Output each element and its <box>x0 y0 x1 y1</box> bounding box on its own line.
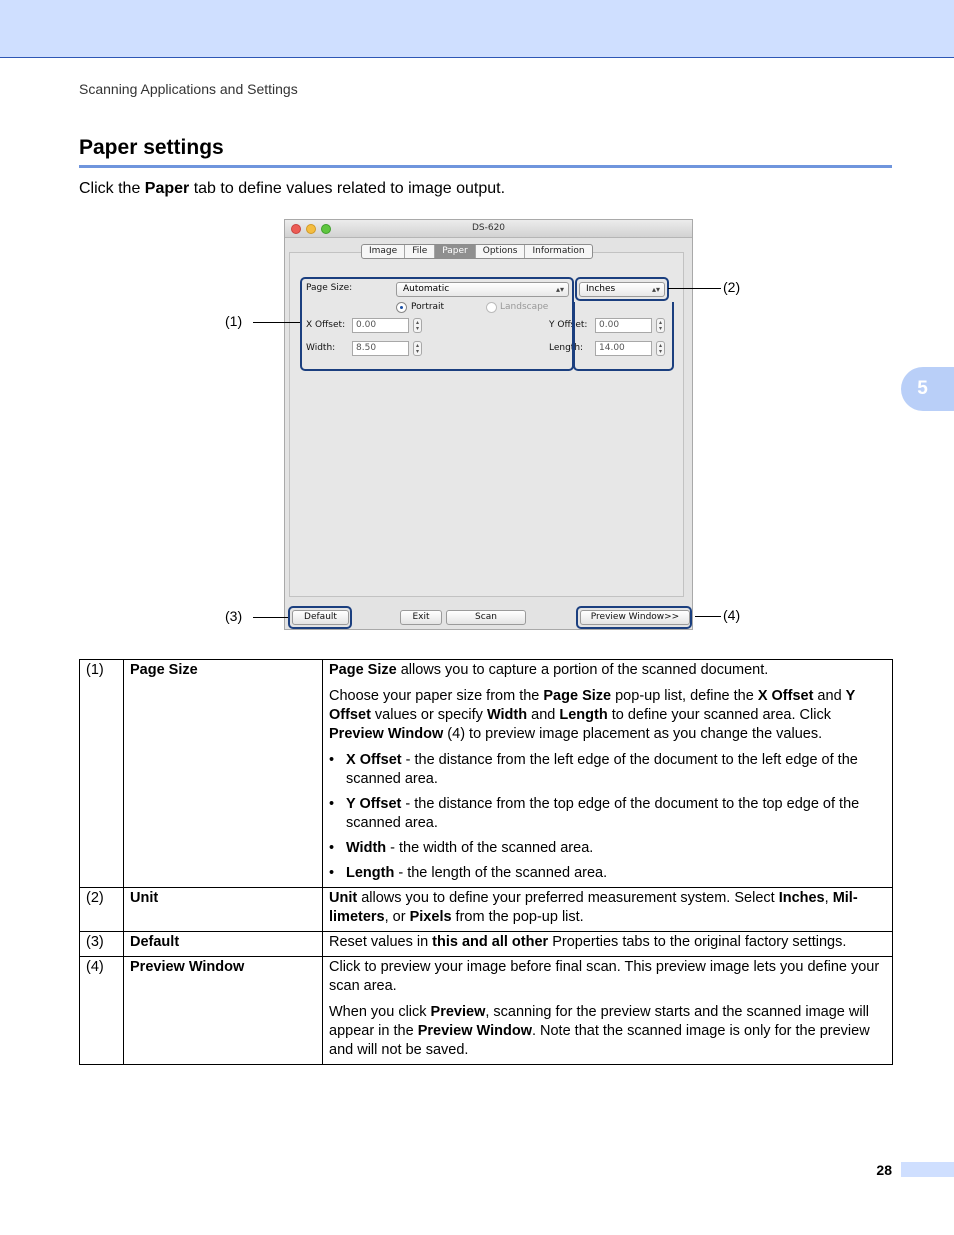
intro-paragraph: Click the Paper tab to define values related to image output. <box>79 180 506 197</box>
tab-paper[interactable]: Paper <box>435 245 476 258</box>
table-row <box>80 660 893 888</box>
callout-1: (1) <box>225 313 243 329</box>
landscape-label: Landscape <box>500 302 549 312</box>
scan-button[interactable]: Scan <box>446 610 526 625</box>
width-stepper[interactable]: ▴ ▾ <box>413 341 422 356</box>
exit-button[interactable]: Exit <box>400 610 442 625</box>
page-size-popup[interactable]: Automatic ▴▾ <box>396 282 569 297</box>
setting-name: Unit <box>124 888 323 932</box>
chapter-tab: 5 <box>901 367 954 411</box>
description-paragraph: Choose your paper size from the Page Size pop-up list, define the X Offset and Y Offset values or specify Width and Length to define your scanned area. Click Preview Window (4) to preview image placement as you change the values. <box>329 688 856 742</box>
setting-name: Default <box>124 932 323 957</box>
page-number: 28 <box>876 1162 892 1178</box>
table-row <box>80 932 893 957</box>
page-size-label: Page Size: <box>306 283 353 293</box>
scanner-dialog-screenshot <box>284 219 693 630</box>
x-offset-stepper[interactable]: ▴ ▾ <box>413 318 422 333</box>
setting-description <box>323 957 893 1065</box>
table-row <box>80 888 893 932</box>
setting-description: Unit allows you to define your preferred measurement system. Select Inches, Mil-limeters, or Pixels from the pop-up list. <box>323 888 893 932</box>
description-paragraph: When you click Preview, scanning for the preview starts and the scanned image will appear in the Preview Window. Note that the scanned image is only for the preview and will not be saved. <box>329 1004 870 1058</box>
running-header: Scanning Applications and Settings <box>79 81 298 97</box>
callout-3: (3) <box>225 608 243 624</box>
callout-3-leader <box>253 617 288 618</box>
description-paragraph: Click to preview your image before final scan. This preview image lets you define your scan area. <box>329 959 880 994</box>
width-label: Width: <box>306 343 336 353</box>
tab-image[interactable]: Image <box>362 245 405 258</box>
callout-4-leader <box>695 616 721 617</box>
y-offset-field[interactable]: 0.00 <box>595 318 652 333</box>
setting-description: Reset values in this and all other Properties tabs to the original factory settings. <box>323 932 893 957</box>
window-titlebar <box>285 220 692 238</box>
row-number: (2) <box>80 888 124 932</box>
list-item: • X Offset - the distance from the left edge of the document to the left edge of the scanned area. <box>329 751 886 789</box>
setting-name: Preview Window <box>124 957 323 1065</box>
default-highlight <box>288 606 352 629</box>
window-title: DS-620 <box>471 223 506 233</box>
list-item: • Length - the length of the scanned area. <box>329 864 886 883</box>
setting-name: Page Size <box>124 660 323 888</box>
section-title: Paper settings <box>79 136 224 159</box>
row-number: (4) <box>80 957 124 1065</box>
row-number: (1) <box>80 660 124 888</box>
unit-highlight <box>575 277 669 301</box>
popup-arrows-icon: ▴▾ <box>555 285 564 294</box>
preview-highlight <box>576 606 692 629</box>
callout-4: (4) <box>723 607 741 623</box>
x-offset-label: X Offset: <box>306 320 346 330</box>
y-offset-label: Y Offset: <box>549 320 588 330</box>
setting-description <box>323 660 893 888</box>
portrait-label: Portrait <box>411 302 445 312</box>
header-band <box>0 0 954 58</box>
unit-popup[interactable]: Inches ▴▾ <box>579 282 665 297</box>
x-offset-field[interactable]: 0.00 <box>352 318 409 333</box>
title-rule <box>79 165 892 168</box>
default-button[interactable]: Default <box>292 610 349 625</box>
y-offset-stepper[interactable]: ▴ ▾ <box>656 318 665 333</box>
length-field[interactable]: 14.00 <box>595 341 652 356</box>
description-paragraph: Page Size allows you to capture a portion of the scanned document. <box>329 662 769 678</box>
callout-2-leader <box>668 288 721 289</box>
tab-information[interactable]: Information <box>532 246 585 256</box>
list-item: • Y Offset - the distance from the top edge of the document to the top edge of the scanned area. <box>329 795 886 833</box>
callout-1-leader <box>253 322 300 323</box>
offset-highlight <box>573 302 674 371</box>
tab-bar <box>361 244 593 259</box>
bullet-list <box>329 751 886 883</box>
settings-description-table <box>79 659 893 1065</box>
callout-2: (2) <box>723 279 741 295</box>
tab-options[interactable]: Options <box>476 245 526 258</box>
page-number-bar <box>901 1162 954 1177</box>
preview-window-button[interactable]: Preview Window>> <box>580 610 690 625</box>
row-number: (3) <box>80 932 124 957</box>
table-row <box>80 957 893 1065</box>
length-label: Length: <box>549 343 584 353</box>
width-field[interactable]: 8.50 <box>352 341 409 356</box>
popup-arrows-icon: ▴▾ <box>651 285 660 294</box>
page-size-highlight <box>300 277 574 371</box>
list-item: • Width - the width of the scanned area. <box>329 839 886 858</box>
length-stepper[interactable]: ▴ ▾ <box>656 341 665 356</box>
tab-file[interactable]: File <box>405 245 435 258</box>
